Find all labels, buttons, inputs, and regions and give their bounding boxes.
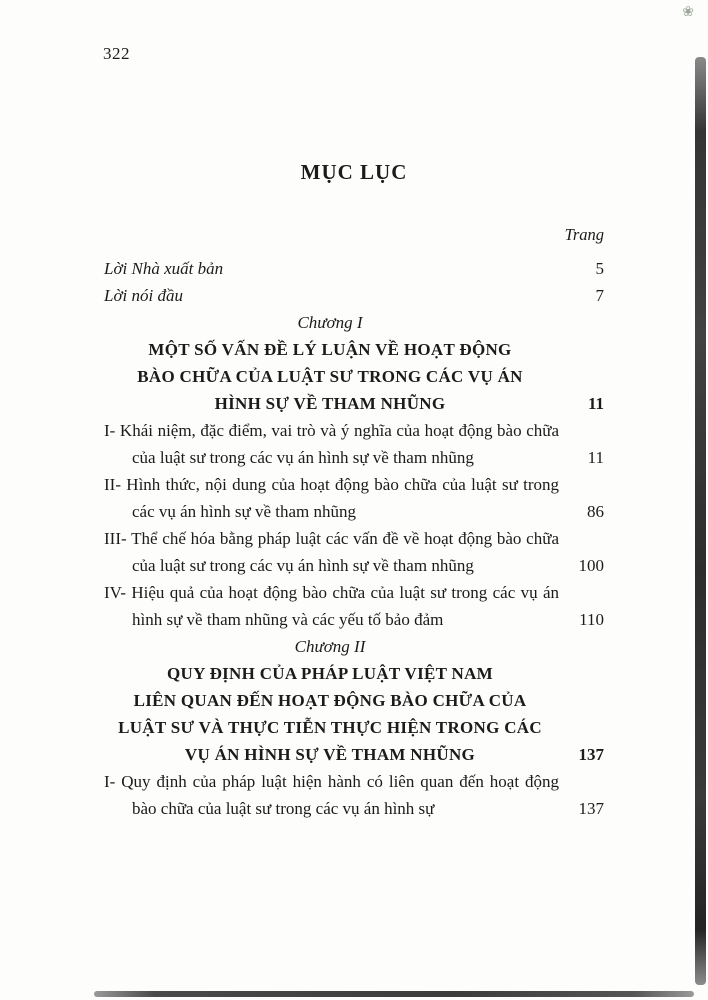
- entry-page-number: 11: [587, 394, 604, 413]
- chapter-title-line: LUẬT SƯ VÀ THỰC TIỄN THỰC HIỆN TRONG CÁC: [118, 718, 542, 737]
- toc-entry-chapter-title: [104, 660, 604, 768]
- scan-edge-bottom: [94, 991, 694, 997]
- toc-entry-front: [104, 255, 604, 282]
- entry-text: Lời Nhà xuất bản: [104, 259, 224, 278]
- entry-page-number: 11: [587, 448, 604, 467]
- chapter-title-line: MỘT SỐ VẤN ĐỀ LÝ LUẬN VỀ HOẠT ĐỘNG: [148, 340, 512, 359]
- entry-text: III- Thể chế hóa bằng pháp luật các vấn đề về hoạt động bào chữa của luật sư trong các vụ án hình sự về tham nhũng: [104, 529, 559, 575]
- entry-text: Chương I: [297, 313, 363, 332]
- toc-entry-item: [104, 471, 604, 525]
- chapter-title-line: QUY ĐỊNH CỦA PHÁP LUẬT VIỆT NAM: [166, 664, 494, 683]
- page-number: 322: [103, 44, 130, 63]
- toc-entry-item: [104, 579, 604, 633]
- toc-entry-item: [104, 417, 604, 471]
- entry-page-number: 137: [578, 745, 604, 764]
- entry-page-number: 137: [578, 799, 604, 818]
- entry-text: II- Hình thức, nội dung của hoạt động bào chữa của luật sư trong các vụ án hình sự về tham nhũng: [104, 475, 559, 521]
- toc-entries: [104, 255, 604, 822]
- toc-entry-chapter-title: [104, 336, 604, 417]
- chapter-title-line: BÀO CHỮA CỦA LUẬT SƯ TRONG CÁC VỤ ÁN: [137, 367, 523, 386]
- toc-entry-item: [104, 525, 604, 579]
- entry-text: I- Khái niệm, đặc điểm, vai trò và ý nghĩa của hoạt động bào chữa của luật sư trong các vụ án hình sự về tham nhũng: [104, 421, 559, 467]
- entry-text: Lời nói đầu: [104, 286, 183, 305]
- entry-text: I- Quy định của pháp luật hiện hành có liên quan đến hoạt động bào chữa của luật sư trong các vụ án hình sự: [104, 772, 559, 818]
- entry-page-number: 100: [578, 556, 604, 575]
- toc-entry-chapter-label: [104, 309, 556, 336]
- entry-page-number: 5: [595, 259, 604, 278]
- page-column-header: Trang: [564, 225, 604, 244]
- chapter-title-line: LIÊN QUAN ĐẾN HOẠT ĐỘNG BÀO CHỮA CỦA: [133, 691, 527, 710]
- flower-ornament-icon: ❀: [682, 5, 694, 20]
- entry-page-number: 7: [595, 286, 604, 305]
- entry-text: IV- Hiệu quả của hoạt động bào chữa của luật sư trong các vụ án hình sự về tham nhũng và các yếu tố bảo đảm: [104, 583, 559, 629]
- entry-text: Chương II: [294, 637, 366, 656]
- chapter-title-line: HÌNH SỰ VỀ THAM NHŨNG: [214, 394, 446, 413]
- entry-page-number: 110: [579, 610, 604, 629]
- entry-page-number: 86: [587, 502, 604, 521]
- toc-entry-front: [104, 282, 604, 309]
- toc-title: MỤC LỤC: [300, 160, 408, 184]
- scan-edge-right: [695, 57, 706, 985]
- chapter-title-line: VỤ ÁN HÌNH SỰ VỀ THAM NHŨNG: [184, 745, 476, 764]
- toc-entry-item: [104, 768, 604, 822]
- toc-entry-chapter-label: [104, 633, 556, 660]
